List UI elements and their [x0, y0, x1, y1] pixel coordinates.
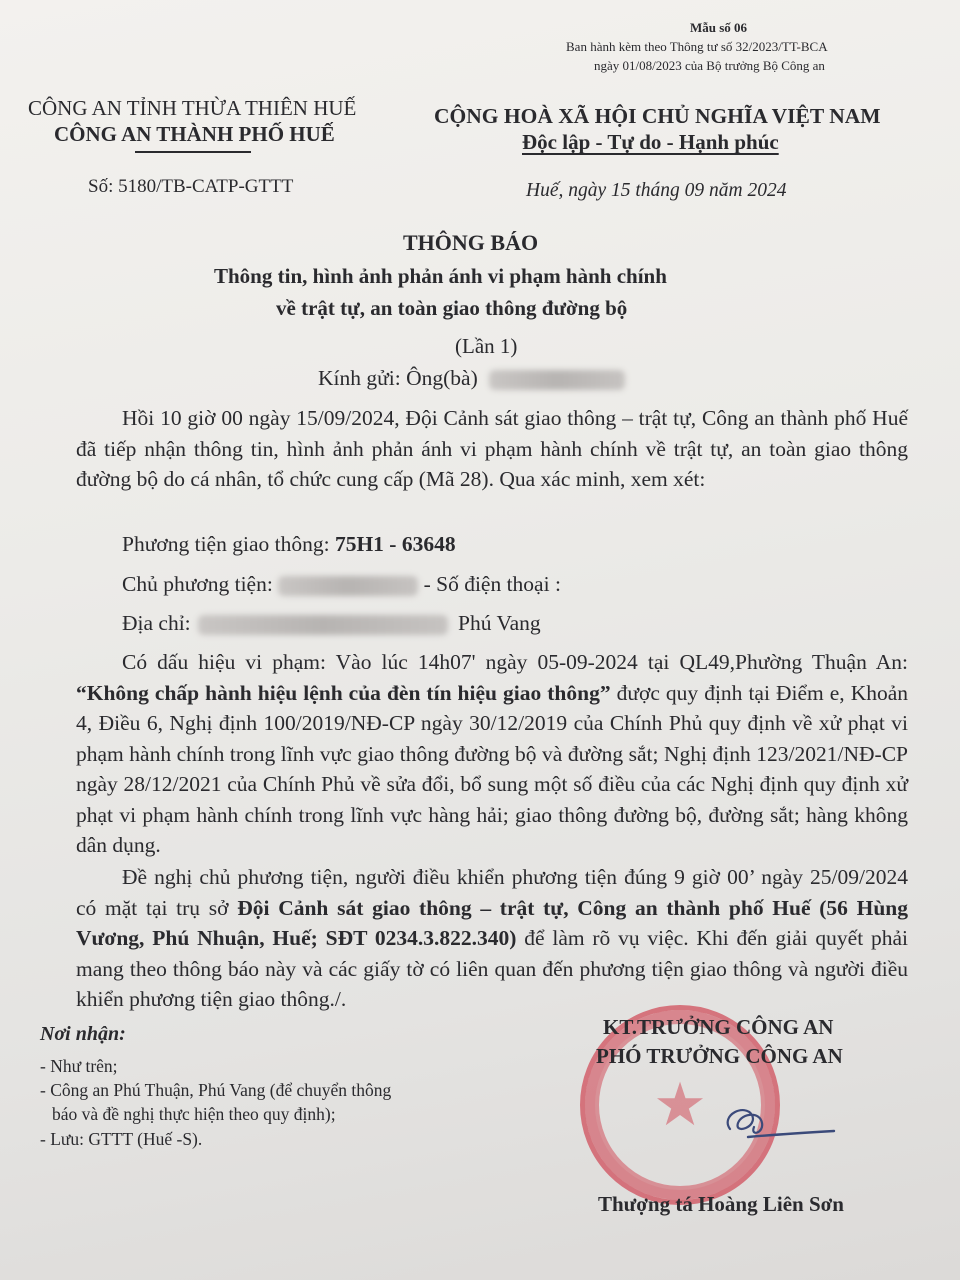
owner-label: Chủ phương tiện: — [122, 572, 273, 596]
national-motto: Độc lập - Tự do - Hạnh phúc — [522, 130, 779, 154]
place-date: Huế, ngày 15 tháng 09 năm 2024 — [526, 180, 787, 201]
agency-name: CÔNG AN THÀNH PHỐ HUẾ — [54, 122, 335, 146]
recipients-heading: Nơi nhận: — [40, 1023, 126, 1045]
signature-title-2: PHÓ TRƯỞNG CÔNG AN — [596, 1044, 843, 1068]
violation-legal-basis: được quy định tại Điểm e, Khoản 4, Điều 6, Nghị định 100/2019/NĐ-CP ngày 30/12/2019 của Chính Phủ quy định về xử phạt vi phạm hành chính trong lĩnh vực giao thông đường bộ và đường sắt; Nghị định 123/2021/NĐ-CP ngày 28/12/2021 của Chính Phủ về sửa đổi, bổ sung một số điều của các Nghị định quy định xử phạt vi phạm hành chính trong lĩnh vực hàng hải; giao thông đường bộ, đường sắt; hàng không dân dụng. — [76, 680, 909, 857]
violation-prefix: Có dấu hiệu vi phạm: Vào lúc 14h07' ngày 05-09-2024 tại QL49,Phường Thuận An: — [122, 650, 908, 674]
signature-title-1: KT.TRƯỞNG CÔNG AN — [603, 1015, 834, 1039]
national-name: CỘNG HOÀ XÃ HỘI CHỦ NGHĨA VIỆT NAM — [434, 104, 881, 128]
handwritten-signature — [690, 1095, 840, 1155]
recipient-item: - Công an Phú Thuận, Phú Vang (để chuyển thông — [40, 1080, 392, 1100]
greeting — [318, 366, 625, 391]
notice-round: (Lần 1) — [455, 334, 518, 358]
signer-name: Thượng tá Hoàng Liên Sơn — [598, 1192, 844, 1216]
request-paragraph — [76, 862, 908, 1015]
redacted-address — [198, 615, 448, 635]
request-suffix: để làm rõ vụ việc. Khi đến giải quyết phải mang theo thông báo này và các giấy tờ có liên quan đến phương tiện giao thông và người điều khiển phương tiện giao thông./. — [76, 926, 908, 1011]
form-issued-line2: ngày 01/08/2023 của Bộ trưởng Bộ Công an — [594, 58, 825, 73]
agency-underline — [135, 151, 251, 153]
address-district: Phú Vang — [458, 611, 541, 635]
request-prefix: Đề nghị chủ phương tiện, người điều khiển phương tiện đúng 9 giờ 00’ ngày 25/09/2024 có mặt tại trụ sở — [76, 865, 908, 920]
intro-text: Hồi 10 giờ 00 ngày 15/09/2024, Đội Cảnh sát giao thông – trật tự, Công an thành phố Huế đã tiếp nhận thông tin, hình ảnh phản ánh vi phạm hành chính về trật tự, an toàn giao thông đường bộ do cá nhân, tổ chức cung cấp (Mã 28). Qua xác minh, xem xét: — [76, 406, 908, 491]
form-issued-line1: Ban hành kèm theo Thông tư số 32/2023/TT-BCA — [566, 39, 828, 54]
recipient-item: - Lưu: GTTT (Huế -S). — [40, 1129, 203, 1149]
vehicle-plate: 75H1 - 63648 — [334, 532, 456, 556]
document-subtitle-2: về trật tự, an toàn giao thông đường bộ — [276, 296, 628, 320]
redacted-owner-name — [278, 576, 418, 596]
vehicle-label: Phương tiện giao thông: — [122, 532, 335, 556]
address-line — [122, 611, 541, 636]
parent-agency: CÔNG AN TỈNH THỪA THIÊN HUẾ — [28, 96, 357, 120]
owner-line — [122, 572, 561, 597]
greeting-label: Kính gửi: Ông(bà) — [318, 366, 478, 390]
phone-label: - Số điện thoại : — [418, 572, 561, 596]
document-subtitle-1: Thông tin, hình ảnh phản ánh vi phạm hành chính — [214, 264, 667, 288]
vehicle-line — [122, 532, 456, 557]
address-label: Địa chỉ: — [122, 611, 191, 635]
document-number: Số: 5180/TB-CATP-GTTT — [88, 176, 294, 197]
recipient-item: báo và đề nghị thực hiện theo quy định); — [52, 1104, 336, 1124]
request-office: Đội Cảnh sát giao thông – trật tự, Công an thành phố Huế (56 Hùng Vương, Phú Nhuận, Huế; SĐT 0234.3.822.340) — [76, 895, 908, 950]
redacted-recipient-name — [489, 370, 625, 390]
stamp-star-icon: ★ — [653, 1072, 707, 1138]
intro-paragraph — [76, 403, 908, 495]
violation-paragraph — [76, 647, 908, 861]
document-title: THÔNG BÁO — [403, 230, 539, 255]
violation-name: “Không chấp hành hiệu lệnh của đèn tín hiệu giao thông” — [76, 680, 611, 705]
recipient-item: - Như trên; — [40, 1056, 118, 1076]
form-number: Mẫu số 06 — [690, 20, 748, 35]
